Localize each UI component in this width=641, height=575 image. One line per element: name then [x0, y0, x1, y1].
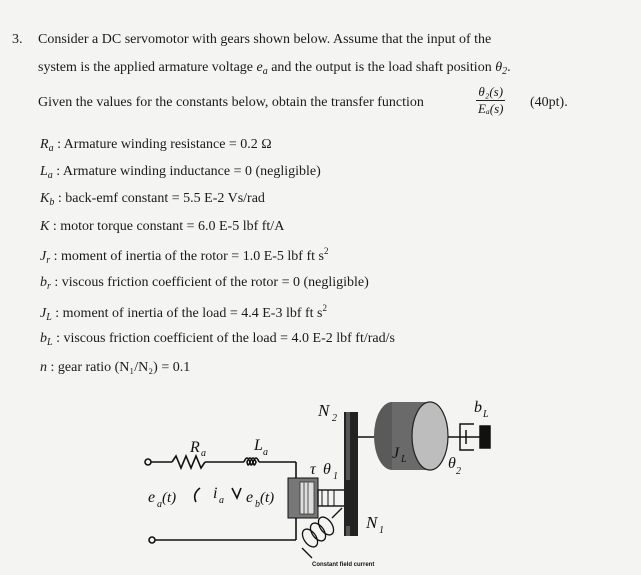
field-current-caption: Constant field current: [312, 562, 375, 568]
label-JL-sub: L: [401, 454, 407, 465]
label-theta2-sub: 2: [456, 466, 461, 477]
problem-line-3: Given the values for the constants below, obtain the transfer function: [38, 95, 424, 110]
label-ea-sub: a: [157, 499, 162, 510]
problem-line-1: Consider a DC servomotor with gears shown below. Assume that the input of the: [38, 32, 492, 47]
label-tau: τ: [310, 461, 316, 478]
label-JL: J: [392, 445, 400, 462]
label-N1: N: [366, 513, 378, 532]
label-N2: N: [318, 401, 330, 420]
problem-number: 3.: [12, 32, 23, 47]
label-bL-sub: L: [483, 409, 489, 420]
label-ia-sub: a: [219, 495, 224, 506]
label-Ra-sub: a: [201, 448, 206, 459]
inductor-La: [244, 458, 259, 465]
label-ea: e: [148, 489, 156, 506]
label-N1-sub: 1: [379, 525, 384, 536]
label-theta1-sub: 1: [333, 471, 338, 482]
label-ea-t: (t): [162, 490, 177, 506]
current-arrow: [195, 488, 200, 502]
transfer-function: $\frac{\text{θ₂(s)}}{\text{Eₐ(s)}}$: [478, 84, 504, 116]
constant-Jr: $J_r$ : moment of inertia of the rotor = 1.0 E-5 lbf ft $s^2$: [40, 246, 329, 266]
label-eb: e: [246, 489, 254, 506]
label-Ra: R: [190, 439, 200, 456]
label-La-sub: a: [263, 447, 268, 458]
constant-K: K : motor torque constant = 6.0 E-5 lbf ft/A: [40, 219, 285, 234]
problem-line-2: system is the applied armature voltage $e_a$ and the output is the load shaft position $\theta_2$.: [38, 60, 511, 77]
constant-br: $b_r$ : viscous friction coefficient of the rotor = 0 (negligible): [40, 275, 369, 292]
damper-bL: [448, 424, 490, 450]
label-theta1: θ: [323, 461, 331, 478]
constant-bL: $b_L$ : viscous friction coefficient of the load = 4.0 E-2 lbf ft/rad/s: [40, 331, 395, 348]
constant-JL: $J_L$ : moment of inertia of the load = 4.4 E-3 lbf ft $s^2$: [40, 303, 328, 323]
label-eb-t: (t): [260, 490, 275, 506]
label-eb-sub: b: [255, 499, 260, 510]
label-N2-sub: 2: [332, 413, 337, 424]
constant-La: $L_a$ : Armature winding inductance = 0 (negligible): [40, 164, 321, 181]
label-La: L: [254, 437, 263, 454]
constant-n: n : gear ratio (N₁/N₂) = 0.1: [40, 360, 191, 375]
label-theta2: θ: [448, 455, 456, 472]
constant-Kb: $K_b$ : back-emf constant = 5.5 E-2 Vs/rad: [40, 191, 265, 208]
motor: [288, 478, 346, 558]
constant-Ra: $R_a$ : Armature winding resistance = 0.2 Ω: [40, 137, 272, 154]
label-ia: i: [213, 485, 218, 502]
points-label: (40pt).: [530, 95, 568, 110]
gear-N1: [344, 480, 358, 526]
label-bL: b: [474, 399, 482, 416]
